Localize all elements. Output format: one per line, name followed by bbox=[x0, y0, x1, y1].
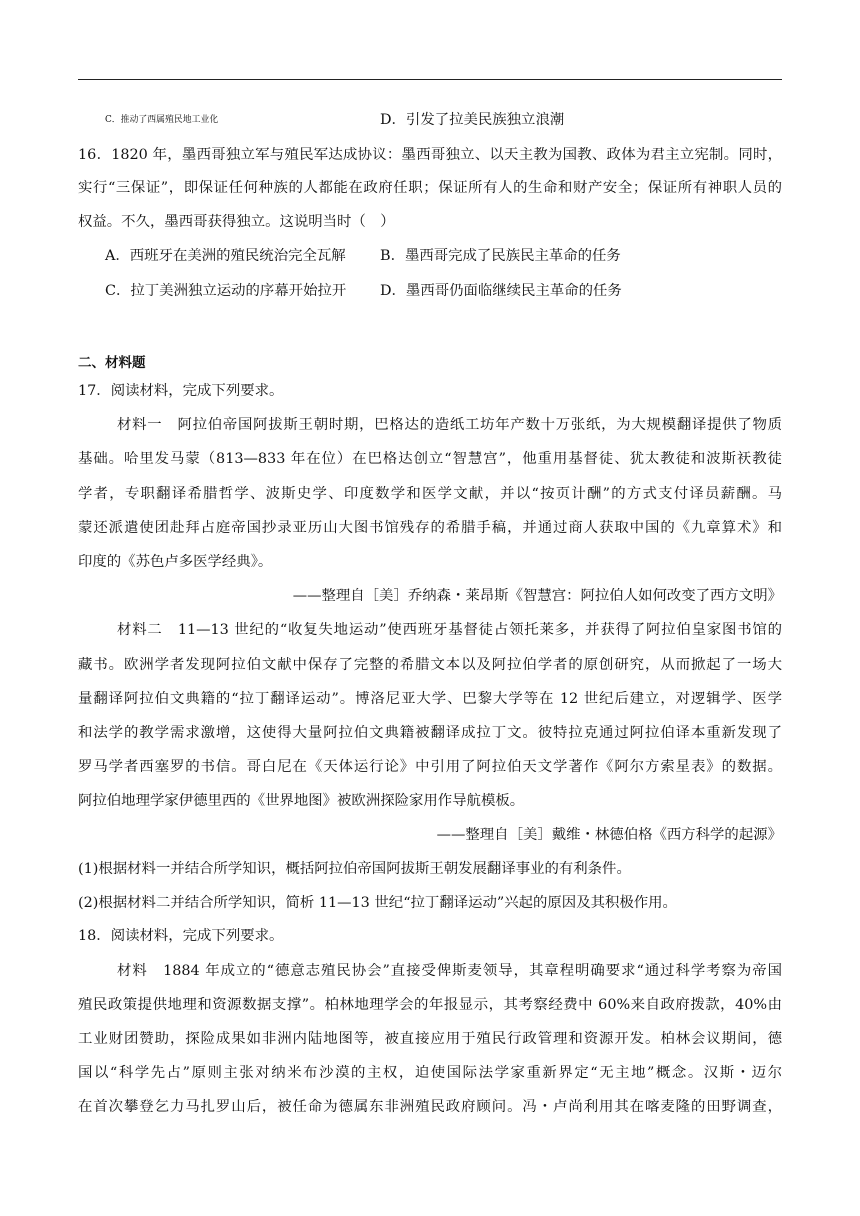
q17-m1-line-3: 学者，专职翻译希腊哲学、波斯史学、印度数学和医学文献，并以“按页计酬”的方式支付译员薪酬。马 bbox=[78, 486, 782, 502]
q17-m1-line-1: 材料一 阿拉伯帝国阿拔斯王朝时期，巴格达的造纸工坊年产数十万张纸，为大规模翻译提供了物质 bbox=[117, 417, 782, 433]
q16-stem-line-1: 16．1820 年，墨西哥独立军与殖民军达成协议：墨西哥独立、以天主教为国教、政体为君主立宪制。同时， bbox=[78, 147, 782, 163]
q17-stem: 17．阅读材料，完成下列要求。 bbox=[78, 383, 284, 399]
q18-m-line-1: 材料 1884 年成立的“德意志殖民协会”直接受俾斯麦领导，其章程明确要求“通过科学考察为帝国 bbox=[117, 963, 782, 979]
q15-option-d-wrap bbox=[380, 110, 564, 130]
q18-m-line-4: 国以“科学先占”原则主张对纳米布沙漠的主权，迫使国际法学家重新界定“无主地”概念。汉斯・迈尔 bbox=[78, 1065, 782, 1081]
header-rule bbox=[78, 79, 782, 80]
q18-m-line-3: 工业财团赞助，探险成果如非洲内陆地图等，被直接应用于殖民行政管理和资源开发。柏林会议期间，德 bbox=[78, 1031, 782, 1047]
q17-m2-line-6: 阿拉伯地理学家伊德里西的《世界地图》被欧洲探险家用作导航模板。 bbox=[78, 793, 525, 809]
q17-sub-question-1: (1)根据材料一并结合所学知识，概括阿拉伯帝国阿拔斯王朝发展翻译事业的有利条件。 bbox=[78, 861, 631, 877]
q17-m1-line-5: 印度的《苏色卢多医学经典》。 bbox=[78, 554, 273, 570]
q16-stem-line-3: 权益。不久，墨西哥获得独立。这说明当时（ ） bbox=[78, 214, 395, 230]
q18-m-line-5: 在首次攀登乞力马扎罗山后，被任命为德属东非洲殖民政府顾问。冯・卢尚利用其在喀麦隆的田野调查， bbox=[78, 1099, 782, 1115]
q17-m2-line-4: 和法学的教学需求激增，这使得大量阿拉伯文典籍被翻译成拉丁文。彼特拉克通过阿拉伯译本重新发现了 bbox=[78, 725, 782, 741]
q16-option-a: A．西班牙在美洲的殖民统治完全瓦解 bbox=[105, 248, 346, 264]
q16-option-c: C．拉丁美洲独立运动的序幕开始拉开 bbox=[105, 283, 347, 299]
section-heading: 二、材料题 bbox=[78, 355, 146, 371]
q16-option-b: B．墨西哥完成了民族民主革命的任务 bbox=[380, 248, 621, 264]
q16-option-d: D．墨西哥仍面临继续民主革命的任务 bbox=[380, 283, 622, 299]
q17-m2-line-1: 材料二 11—13 世纪的“收复失地运动”使西班牙基督徒占领托莱多，并获得了阿拉伯皇家图书馆的 bbox=[117, 622, 782, 638]
q17-m1-line-2: 基础。哈里发马蒙（813—833 年在位）在巴格达创立“智慧宫”，他重用基督徒、犹太教徒和波斯祆教徒 bbox=[78, 451, 782, 467]
q17-m2-line-2: 藏书。欧洲学者发现阿拉伯文献中保存了完整的希腊文本以及阿拉伯学者的原创研究，从而掀起了一场大 bbox=[78, 657, 782, 673]
q17-m2-line-3: 量翻译阿拉伯文典籍的“拉丁翻译运动”。博洛尼亚大学、巴黎大学等在 12 世纪后建立，对逻辑学、医学 bbox=[78, 691, 782, 707]
q15-option-d: D．引发了拉美民族独立浪潮 bbox=[380, 112, 565, 128]
q18-m-line-2: 殖民政策提供地理和资源数据支撑”。柏林地理学会的年报显示，其考察经费中 60%来自政府拨款，40%由 bbox=[78, 997, 782, 1013]
q17-m1-source: ——整理自［美］乔纳森・莱昂斯《智慧宫：阿拉伯人如何改变了西方文明》 bbox=[292, 588, 782, 604]
q18-stem: 18．阅读材料，完成下列要求。 bbox=[78, 928, 284, 944]
q17-sub-question-2: (2)根据材料二并结合所学知识，简析 11—13 世纪“拉丁翻译运动”兴起的原因及其积极作用。 bbox=[78, 895, 677, 911]
q17-m2-source: ——整理自［美］戴维・林德伯格《西方科学的起源》 bbox=[436, 827, 782, 843]
q16-stem-line-2: 实行“三保证”，即保证任何种族的人都能在政府任职；保证所有人的生命和财产安全；保证所有神职人员的 bbox=[78, 180, 782, 196]
q17-m2-line-5: 罗马学者西塞罗的书信。哥白尼在《天体运行论》中引用了阿拉伯天文学著作《阿尔方索星表》的数据。 bbox=[78, 759, 782, 775]
q17-m1-line-4: 蒙还派遣使团赴拜占庭帝国抄录亚历山大图书馆残存的希腊手稿，并通过商人获取中国的《九章算术》和 bbox=[78, 520, 782, 536]
q15-option-c: C．推动了西属殖民地工业化 bbox=[105, 115, 219, 125]
